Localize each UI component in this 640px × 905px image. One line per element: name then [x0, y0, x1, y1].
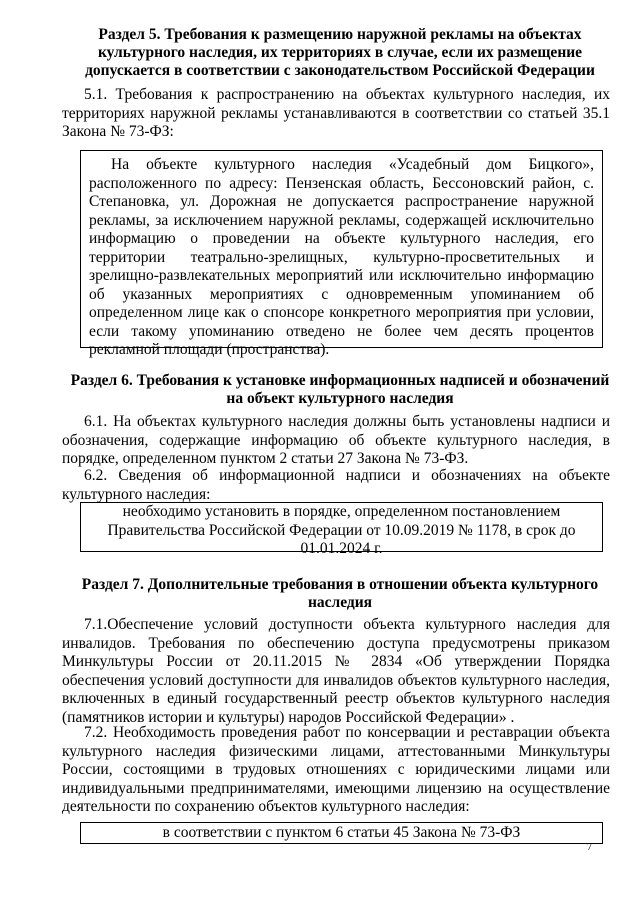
section-6-paragraph-1: 6.1. На объектах культурного наследия должны быть установлены надписи и обозначения, содержащие информацию об объекте культурного наследия, в порядке, определенном пунктом 2 статьи 27 Закона № 73-ФЗ. — [62, 413, 610, 467]
section-7-paragraph-1: 7.1.Обеспечение условий доступности объекта культурного наследия для инвалидов. Требования по обеспечению доступа предусмотрены приказом Минкультуры России от 20.11.2015 № 2834 «Об утверждении Порядка обеспечения условий доступности для инвалидов объектов культурного наследия, включенных в единый государственный реестр объектов культурного наследия (памятников истории и культуры) народов Российской Федерации» . — [62, 616, 610, 726]
section-6-box-text: необходимо установить в порядке, определенном постановлением Правительства Российской Федерации от 10.09.2019 № 1178, в срок до 01.01.2024 г. — [107, 503, 576, 557]
section-7-box-text: в соответствии с пунктом 6 статьи 45 Закона № 73-ФЗ — [162, 824, 521, 841]
page-number: 7 — [587, 842, 592, 853]
section-6-heading: Раздел 6. Требования к установке информационных надписей и обозначений на объект культурного наследия — [70, 372, 610, 407]
section-6-signage-box — [80, 502, 603, 557]
section-5-advertising-box — [80, 150, 603, 358]
section-5-heading: Раздел 5. Требования к размещению наружной рекламы на объектах культурного наследия, их территориях в случае, если их размещение допускается в соответствии с законодательством Российской Федерации — [85, 26, 595, 79]
section-7-paragraph-2: 7.2. Необходимость проведения работ по консервации и реставрации объекта культурного наследия физическими лицами, аттестованными Минкультуры России, состоящими в трудовых отношениях с юридическими лицами или индивидуальными предпринимателями, имеющими лицензию на осуществление деятельности по сохранению объектов культурного наследия: — [62, 724, 610, 815]
section-7-restoration-box — [80, 822, 603, 844]
section-5-paragraph-1: 5.1. Требования к распространению на объектах культурного наследия, их территориях наружной рекламы устанавливаются в соответствии со статьей 35.1 Закона № 73-ФЗ: — [62, 86, 610, 140]
section-7-heading: Раздел 7. Дополнительные требования в отношении объекта культурного наследия — [81, 576, 599, 611]
section-5-box-text: На объекте культурного наследия «Усадебный дом Бицкого», расположенного по адресу: Пензенская область, Бессоновский район, с. Степановка, ул. Дорожная не допускается распространение наружной рекламы, за исключением наружной рекламы, содержащей исключительно информацию о проведении на объекте культурного наследия, его территории театрально-зрелищных, культурно-просветительных и зрелищно-развлекательных мероприятий или исключительно информацию об указанных мероприятиях с одновременным упоминанием об определенном лице как о спонсоре конкретного мероприятия при условии, если такому упоминанию отведено не более чем десять процентов рекламной площади (пространства). — [89, 156, 594, 358]
section-6-paragraph-2: 6.2. Сведения об информационной надписи и обозначениях на объекте культурного наследия: — [62, 467, 610, 503]
